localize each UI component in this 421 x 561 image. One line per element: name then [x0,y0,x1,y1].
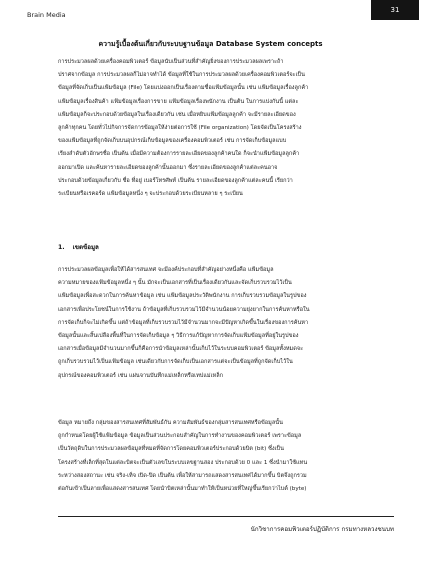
text-line: การจัดเก็บก็จะไม่เกิดขึ้น แต่ถ้าข้อมูลที่เก็บรวบรวมไว้มีจำนวนมากจะมีปัญหาเกิดขึ้นในเรื่องของการค้นหา [58,319,309,326]
text-line: ของแฟ้มข้อมูลที่ถูกจัดเก็บบนอุปกรณ์เก็บข้อมูลของเครื่องคอมพิวเตอร์ เช่น การจัดเก็บข้อมูลแบบ [58,138,287,145]
paragraph-intro [58,56,394,201]
footer-text: นักวิชาการคอมพิวเตอร์ปฏิบัติการ กรมทางหลวงชนบท [250,526,394,533]
text-line: ลูกค้าทุกคน โดยทั่วไปกิจการจัดการข้อมูลให้ง่ายต่อการใช้ (File organization) โดยจัดเป็นโครงสร้าง [58,124,302,131]
text-line: ถูกกำหนดโดยผู้ใช้แฟ้มข้อมูล ข้อมูลเป็นส่วนประกอบสำคัญในการทำงานของคอมพิวเตอร์ เพราะข้อมูล [58,433,302,440]
text-line: แฟ้มข้อมูลเพื่อสะดวกในการค้นหาข้อมูล เช่น แฟ้มข้อมูลประวัติพนักงาน การเก็บรวบรวมข้อมูลในรูปของ [58,293,307,300]
text-line: โครงสร้างที่เล็กที่สุดในแต่ละบิตจะเป็นตัวเลขในระบบเลขฐานสอง ประกอบด้วย 0 และ 1 ซึ่งนำมาใช้แทน [58,459,308,466]
text-line: ปราศจากข้อมูล การประมวลผลก็ไม่อาจทำได้ ข้อมูลที่ใช้ในการประมวลผลด้วยเครื่องคอมพิวเตอร์จะเป็น [58,72,305,79]
page-number: 31 [371,0,419,20]
text-line: การประมวลผลด้วยเครื่องคอมพิวเตอร์ ข้อมูลนับเป็นส่วนที่สำคัญยิ่งของการประมวลผลเพราะถ้า [58,59,284,65]
text-line: เอกสารเพื่อประโยชน์ในการใช้งาน ถ้าข้อมูลที่เก็บรวบรวมไว้มีจำนวนน้อยความยุ่งยากในการค้นหาหรือใน [58,306,310,313]
text-line: ระเบียนหรือเรคอร์ด แฟ้มข้อมูลหนึ่ง ๆ จะประกอบด้วยระเบียนหลาย ๆ ระเบียน [58,190,243,197]
text-line: ถูกเก็บรวบรวมไว้เป็นแฟ้มข้อมูล เช่นเดียวกับการจัดเก็บเป็นเอกสารแต่จะเป็นข้อมูลที่ถูกจัดเก็บไว้ใน [58,359,293,366]
section-number: 1. [58,244,65,251]
text-line: ออกมาเปิด และค้นหารายละเอียดของลูกค้านั้นออกมา ซึ่งรายละเอียดของลูกค้าแต่ละคนอาจ [58,164,278,171]
page-title: ความรู้เบื้องต้นเกี่ยวกับระบบฐานข้อมูล Database System concepts [98,40,323,48]
text-line: แฟ้มข้อมูลเรื่องสินค้า แฟ้มข้อมูลเรื่องการขาย แฟ้มข้อมูลเรื่องพนักงาน เป็นต้น ในการแบ่งกันนี้ แต่ละ [58,98,299,105]
text-line: ต่อกันเข้าเป็นลายเพื่อแสดงสารสนเทศ โดยนำบิตเหล่านั้นมาทำให้เป็นหน่วยที่ใหญ่ขึ้นเรียกว่าไบต์ (byte) [58,485,307,492]
text-line: ระหว่างสองสถานะ เช่น จริง-เท็จ เปิด-ปิด เป็นต้น เพื่อให้สามารถแสดงสารสนเทศได้มากขึ้น บิตจึงถูกรวม [58,472,307,479]
text-line: ความหมายของแฟ้มข้อมูลหนึ่ง ๆ นั้น มักจะเป็นเอกสารที่เป็นเรื่องเดียวกันและจัดเก็บรวบรวมไว้เป็น [58,280,292,287]
section-heading [58,242,99,252]
text-line: เอกสารเมื่อข้อมูลมีจำนวนมากขึ้นก็คือการนำข้อมูลเหล่านั้นเก็บไว้ในระบบคอมพิวเตอร์ ข้อมูลทั้งหมดจะ [58,346,304,353]
text-line: แฟ้มข้อมูลก็จะประกอบด้วยข้อมูลในเรื่องเดียวกัน เช่น เมื่อหยิบแฟ้มข้อมูลลูกค้า จะมีรายละเอียดของ [58,111,296,118]
text-line: ข้อมูลนั้นและสิ้นเปลืองพื้นที่ในการจัดเก็บข้อมูล ๆ วิธีการแก้ปัญหาการจัดเก็บแฟ้มข้อมูลที่อยู่ในรูปของ [58,332,299,339]
text-line: เรียงลำดับตัวอักษรชื่อ เป็นต้น เมื่อมีความต้องการรายละเอียดของลูกค้าคนใด ก็จะนำแฟ้มข้อมูลลูกค้า [58,151,300,158]
text-line: ข้อมูลที่จัดเก็บเป็นแฟ้มข้อมูล (File) โดยแบ่งออกเป็นเรื่องตามชื่อแฟ้มข้อมูลนั้น เช่น แฟ้มข้อมูลเรื่องลูกค้า [58,85,309,92]
paragraph-field [58,264,394,383]
text-line: ข้อมูล หมายถึง กลุ่มของสารสนเทศที่สัมพันธ์กัน ความสัมพันธ์ของกลุ่มสารสนเทศหรือข้อมูลนั้น [58,420,283,426]
text-line: เป็นวัตถุดิบในการประมวลผลข้อมูลที่หมดที่จัดการโดยคอมพิวเตอร์ประกอบด้วยบิต (bit) ซึ่งเป็น [58,446,284,453]
text-line: การประมวลผลข้อมูลเพื่อให้ได้สารสนเทศ จะมีองค์ประกอบที่สำคัญอย่างหนึ่งคือ แฟ้มข้อมูล [58,267,274,273]
paragraph-data [58,417,394,496]
text-line: อุปกรณ์ของคอมพิวเตอร์ เช่น แผ่นจานบันทึกแม่เหล็กหรือเทปแม่เหล็ก [58,372,224,379]
publisher-name: Brain Media [27,11,66,19]
footer-divider [58,516,394,517]
section-heading-text: เขตข้อมูล [72,244,99,251]
text-line: ประกอบด้วยข้อมูลเกี่ยวกับ ชื่อ ที่อยู่ เบอร์โทรศัพท์ เป็นต้น รายละเอียดของลูกค้าแต่ละคนนี้ เรียกว่า [58,177,293,184]
